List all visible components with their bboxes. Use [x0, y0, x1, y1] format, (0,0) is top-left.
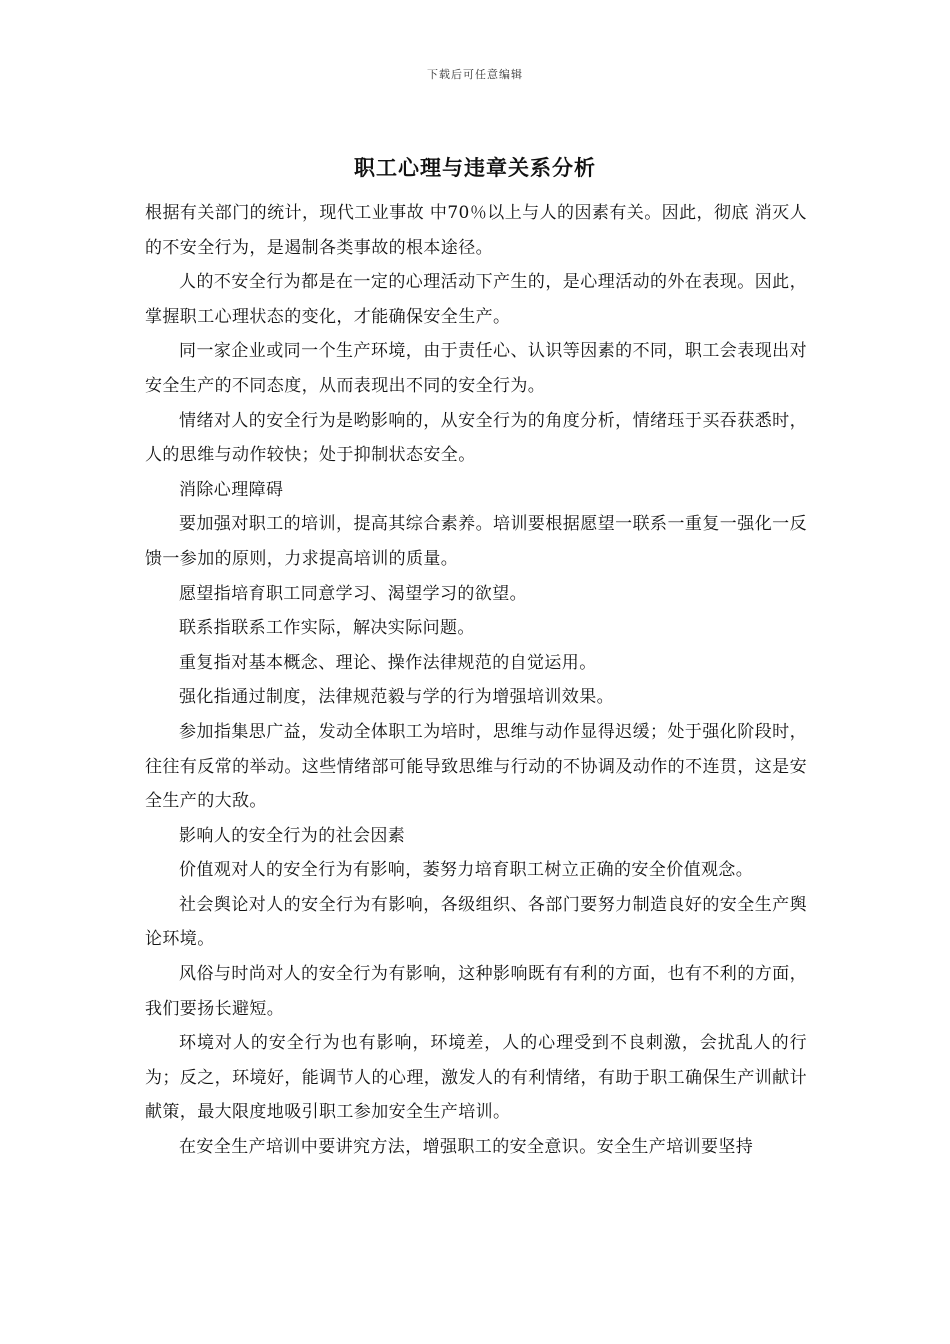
document-body [145, 196, 807, 1165]
paragraph: 重复指对基本概念、理论、操作法律规范的自觉运用。 [179, 652, 597, 673]
paragraph: 在安全生产培训中要讲究方法，增强职工的安全意识。安全生产培训要坚持 [179, 1137, 754, 1158]
paragraph: 参加指集思广益，发动全体职工为培时，思维与动作显得迟缓；处于强化阶段时，往往有反常的举动。这些情绪部可能导致思维与行动的不协调及动作的不连贯，这是安全生产的大敌。 [145, 721, 807, 812]
paragraph: 情绪对人的安全行为是哟影响的，从安全行为的角度分析，情绪珏于买吞获悉时，人的思维与动作较快；处于抑制状态安全。 [145, 410, 807, 466]
paragraph: 联系指联系工作实际，解决实际问题。 [179, 618, 475, 639]
paragraph: 同一家企业或同一个生产环境，由于责任心、认识等因素的不同，职工会表现出对安全生产的不同态度，从而表现出不同的安全行为。 [145, 341, 807, 396]
paragraph: 愿望指培育职工同意学习、渴望学习的欲望。 [179, 583, 527, 604]
paragraph: 环境对人的安全行为也有影响，环境差，人的心理受到不良刺激，会扰乱人的行为；反之，环境好，能调节人的心理，激发人的有利情绪，有助于职工确保生产训献计献策，最大限度地吸引职工参加安全生产培训。 [145, 1033, 807, 1123]
paragraph: 人的不安全行为都是在一定的心理活动下产生的，是心理活动的外在表现。因此，掌握职工心理状态的变化，才能确保安全生产。 [145, 272, 807, 327]
section-heading: 消除心理障碍 [179, 479, 284, 500]
paragraph-intro: 根据有关部门的统计，现代工业事故 中70％以上与人的因素有关。因此，彻底 消灭人的不安全行为，是遏制各类事故的根本途径。 [145, 203, 808, 258]
paragraph: 强化指通过制度，法律规范毅与学的行为增强培训效果。 [179, 687, 614, 708]
paragraph: 价值观对人的安全行为有影响，萎努力培育职工树立正确的安全价值观念。 [179, 860, 754, 881]
section-heading: 影响人的安全行为的社会因素 [179, 825, 406, 846]
document-title: 职工心理与违章关系分析 [354, 155, 596, 180]
paragraph: 风俗与时尚对人的安全行为有影响，这种影响既有有利的方面，也有不利的方面，我们要扬长避短。 [145, 964, 807, 1019]
paragraph: 要加强对职工的培训，提高其综合素养。培训要根据愿望一联系一重复一强化一反馈一参加的原则，力求提高培训的质量。 [145, 514, 807, 569]
paragraph: 社会舆论对人的安全行为有影响，各级组织、各部门要努力制造良好的安全生产舆论环境。 [145, 894, 807, 950]
page-header-note: 下载后可任意编辑 [427, 68, 523, 81]
